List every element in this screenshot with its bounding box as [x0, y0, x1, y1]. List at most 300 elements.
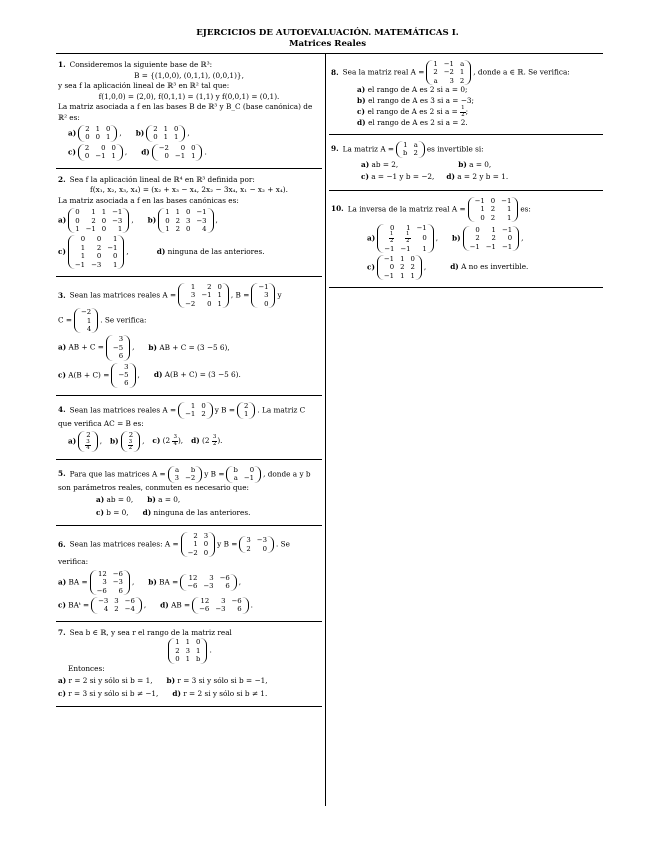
matrix-entry: a [433, 76, 438, 85]
matrix-entry: 3 [118, 335, 124, 344]
option-text: ab = 2, [371, 159, 399, 169]
option-label: b) [458, 159, 467, 169]
text: . Se verifica: [100, 315, 147, 325]
matrix [121, 431, 141, 452]
exercise-number: 4. [58, 405, 66, 415]
option-d[interactable] [160, 597, 253, 614]
matrix-entry: 0 [96, 252, 102, 261]
matrix-a [468, 197, 519, 222]
matrix-entry: $\frac{3}{4}$ [86, 438, 90, 452]
matrix-b [251, 283, 275, 308]
matrix-entry: 0 [185, 208, 191, 217]
option-label: a) [96, 495, 105, 505]
options-row [331, 224, 601, 253]
punct: , [131, 577, 135, 587]
option-label: a) [58, 676, 67, 686]
option-a[interactable] [68, 125, 122, 142]
option-label: d) [450, 262, 459, 272]
matrix-entry: 4 [202, 224, 207, 233]
matrix-entry: 1 [491, 225, 496, 234]
matrix-entry: 1 [406, 223, 411, 232]
option-d[interactable] [154, 370, 241, 381]
matrix-entry: −6 [124, 597, 135, 605]
page-header [0, 28, 655, 50]
matrix-entry: 6 [124, 379, 129, 388]
matrix-entry: 0 [164, 152, 169, 161]
matrix-entry: 1 [75, 224, 80, 233]
matrix-entry: 1 [403, 140, 408, 149]
option-label: b) [166, 676, 176, 686]
matrix-entry: 3 [185, 646, 191, 655]
option-text: ninguna de las anteriores. [167, 246, 265, 256]
matrix-entry: 1 [91, 208, 96, 217]
matrix-entry: a [174, 465, 180, 474]
matrix-entry: 0 [105, 125, 111, 133]
matrix-entry: 0 [475, 225, 480, 234]
option-a[interactable] [58, 570, 134, 595]
matrix-entry: 0 [95, 133, 100, 142]
matrix [158, 208, 213, 233]
matrix-entry: 1 [190, 401, 196, 410]
options-row [58, 125, 320, 142]
matrix [78, 125, 117, 142]
matrix-entry: 2 [490, 205, 496, 214]
option-b[interactable] [331, 96, 601, 107]
matrix-entry: 0 [410, 254, 415, 263]
option-b[interactable] [148, 343, 229, 354]
matrix-entry: −3 [98, 597, 109, 605]
matrix-entry: 6 [118, 586, 123, 595]
matrix-entry: 2 [114, 605, 119, 614]
punct: , [435, 233, 439, 243]
matrix [111, 363, 135, 388]
matrix-entry: 1 [174, 133, 179, 142]
option-b[interactable] [147, 495, 180, 506]
punct: . [250, 600, 253, 610]
option-d[interactable] [141, 144, 207, 161]
matrix-entry: 2 [491, 234, 496, 243]
right-column [329, 54, 603, 288]
matrix [106, 335, 130, 360]
matrix-entry: a [460, 60, 465, 68]
matrix-entry: 1 [165, 224, 170, 233]
option-text: BAᵗ = [68, 600, 90, 610]
basis-formula: B = {(1,0,0), (0,1,1), (0,0,1)}, [134, 70, 244, 80]
matrix-entry: −1 [112, 208, 123, 217]
matrix-entry: 4 [86, 325, 92, 333]
matrix-entry: 1 [175, 638, 180, 647]
matrix-entry: −6 [219, 573, 230, 582]
option-text: (2 $\frac{3}{2}$ ). [202, 434, 223, 447]
option-b[interactable]: b) 2 $\frac{3}{2}$ , [110, 431, 145, 452]
matrix-entry: −2 [187, 548, 198, 557]
option-label: a) [58, 215, 67, 225]
matrix-entry: 3 [114, 597, 119, 605]
exercise-intro: Sean las matrices reales A = [69, 405, 177, 415]
matrix-entry: 0 [84, 152, 90, 161]
matrix-entry: 2 [400, 263, 405, 272]
option-b[interactable] [167, 676, 268, 687]
matrix-entry: −2 [443, 68, 454, 77]
exercise-number: 6. [58, 539, 66, 549]
matrix-entry: −6 [96, 586, 107, 595]
exercise-text: Entonces: [68, 663, 105, 673]
option-d[interactable] [157, 247, 265, 258]
option-a[interactable] [361, 160, 398, 171]
exercise-number: 9. [331, 144, 339, 154]
matrix-entry: 2 [153, 125, 158, 133]
option-a[interactable] [367, 224, 438, 253]
matrix-entry: 0 [153, 133, 158, 142]
matrix-entry: b [233, 465, 238, 474]
matrix-entry: −2 [185, 474, 196, 483]
option-c[interactable] [58, 235, 129, 269]
punct: , [137, 370, 140, 380]
matrix-a [396, 141, 425, 158]
option-label: c) [58, 688, 66, 698]
matrix-entry: 3 [449, 76, 454, 85]
matrix-entry: −2 [185, 299, 196, 308]
text: y [277, 290, 282, 300]
option-c[interactable] [361, 172, 434, 183]
matrix-entry: 0 [389, 223, 395, 232]
exercise-number: 5. [58, 469, 66, 479]
matrix [463, 226, 520, 251]
option-c[interactable] [152, 435, 183, 447]
matrix-entry: 0 [85, 133, 90, 142]
matrix-a [181, 532, 216, 557]
matrix [168, 638, 207, 663]
option-b[interactable] [458, 160, 491, 171]
matrix-entry: 2 [243, 401, 249, 410]
option-label: d) [153, 369, 163, 379]
option-d[interactable] [172, 689, 267, 700]
punct: , [119, 128, 122, 138]
matrix-entry: −1 [174, 152, 186, 161]
options-row [331, 172, 601, 183]
option-label: c) [367, 262, 375, 272]
exercise-intro: La inversa de la matriz real A = [347, 204, 466, 214]
exercise-7 [56, 622, 322, 707]
exercise-number: 7. [58, 627, 66, 637]
exercise-intro: Sea b ∈ ℝ, y sea r el rango de la matriz real [69, 627, 232, 637]
matrix-entry: 0 [249, 465, 255, 474]
matrix-entry: 0 [207, 299, 212, 308]
matrix-entry: −3 [112, 578, 123, 587]
matrix-entry: 0 [96, 235, 102, 244]
punct: , [132, 343, 135, 353]
option-text: b = 0, [106, 507, 129, 517]
matrix-entry: b [190, 465, 196, 474]
exercise-intro: Consideremos la siguiente base de ℝ³: [69, 60, 213, 69]
option-label: d) [142, 507, 152, 517]
matrix-entry: 1 [111, 152, 116, 161]
options-row [331, 160, 601, 171]
option-a[interactable] [331, 85, 601, 96]
option-text: el rango de A es 3 si a = −3; [368, 95, 474, 105]
matrix-entry: 1 [217, 291, 222, 300]
matrix-entry: $\frac{3}{2}$ [128, 438, 133, 452]
exercise-intro: Sean las matrices reales A = [69, 290, 177, 300]
option-label: b) [147, 495, 156, 505]
option-b[interactable] [148, 208, 218, 233]
matrix-entry: −6 [187, 582, 198, 591]
option-label: c) [96, 507, 104, 517]
matrix-entry: b [403, 149, 408, 158]
option-a[interactable] [96, 495, 133, 506]
option-text: ab = 0, [106, 495, 134, 505]
exercise-1 [56, 54, 322, 169]
option-b[interactable] [136, 125, 190, 142]
option-d[interactable] [143, 508, 251, 519]
matrix-entry: 1 [400, 271, 405, 280]
matrix-entry: 0 [490, 196, 496, 205]
text: , donde a y b son parámetros reales, conmuten es necesario que: [58, 469, 311, 492]
options-row [58, 208, 320, 233]
matrix-entry: b [196, 655, 201, 664]
matrix-entry: −6 [199, 605, 210, 614]
option-c[interactable] [331, 106, 601, 118]
matrix-entry: 1 [80, 252, 86, 261]
matrix-entry: 1 [410, 271, 415, 280]
option-label: c) [58, 600, 66, 610]
option-label: d) [357, 118, 369, 128]
options-row [58, 235, 320, 269]
matrix-entry: 0 [111, 143, 116, 152]
matrix-entry: 2 [459, 76, 465, 85]
matrix-entry: 0 [264, 299, 269, 308]
matrix-entry: 0 [180, 143, 186, 152]
matrix-entry: 2 [175, 646, 180, 655]
option-c[interactable] [58, 597, 146, 614]
matrix-entry: −1 [95, 152, 106, 161]
matrix-a [178, 283, 229, 308]
option-label: b) [148, 342, 157, 352]
option-c[interactable] [367, 255, 426, 280]
matrix-entry: 1 [217, 299, 222, 308]
option-text: A no es invertible. [461, 262, 529, 272]
matrix-entry: 2 [413, 149, 418, 158]
matrix-entry: −4 [124, 605, 135, 614]
punct: , [238, 577, 242, 587]
matrix-entry: 0 [507, 234, 513, 243]
matrix-entry: 1 [243, 410, 249, 419]
matrix-entry: 0 [185, 224, 191, 233]
exercise-8 [329, 54, 603, 135]
matrix-entry: 1 [113, 260, 118, 269]
matrix [377, 224, 434, 253]
option-text: A(B + C) = (3 −5 6). [164, 369, 241, 379]
exercise-number: 3. [58, 290, 66, 300]
exercise-number: 1. [58, 60, 66, 69]
matrix-entry: 1 [459, 68, 465, 77]
option-label: d) [141, 147, 150, 157]
matrix-entry: 1 [113, 235, 118, 244]
option-text: a = 0, [158, 495, 181, 505]
option-label: a) [58, 343, 67, 353]
matrix-entry: 0 [389, 263, 395, 272]
exercise-intro: Para que las matrices A = [69, 469, 166, 479]
matrix-entry: 6 [118, 352, 124, 361]
matrix-entry: 0 [75, 216, 80, 225]
matrix-entry: 3 [209, 573, 214, 582]
option-text: a = 0, [469, 159, 492, 169]
text: y B = [217, 539, 238, 549]
matrix-entry: 2 [490, 213, 496, 222]
matrix-entry: 12 [188, 573, 198, 582]
options-row [58, 570, 320, 595]
matrix-entry: −3 [203, 582, 214, 591]
options-row [58, 676, 320, 687]
option-label: a) [367, 233, 376, 243]
matrix-entry: a [413, 140, 418, 149]
matrix [377, 255, 422, 280]
punct: , [215, 215, 218, 225]
exercise-intro: Sean las matrices reales: A = [69, 539, 179, 549]
matrix-entry: 0 [191, 143, 196, 152]
option-c[interactable] [68, 144, 127, 161]
option-label: b) [357, 95, 369, 105]
matrix-entry: 0 [262, 544, 267, 553]
option-a[interactable]: a) 2 $\frac{3}{4}$ , [68, 431, 103, 452]
exercise-intro: Sea f la aplicación lineal de ℝ⁴ en ℝ³ definida por: [69, 174, 255, 184]
punct: , [521, 233, 524, 243]
option-text: r = 3 si y sólo si b = −1, [177, 676, 268, 686]
matrix-entry: a [233, 474, 238, 483]
matrix-entry: 0 [101, 143, 106, 152]
matrix-entry: −5 [112, 343, 124, 352]
matrix [146, 125, 185, 142]
matrix-entry: −1 [107, 243, 118, 252]
matrix-entry: 2 [246, 544, 251, 553]
matrix-entry: 2 [475, 234, 480, 243]
matrix-entry: 1 [117, 224, 123, 233]
matrix-entry: 6 [237, 605, 242, 614]
matrix-entry: 0 [422, 234, 427, 243]
matrix-entry: −1 [196, 208, 207, 217]
left-column [56, 54, 322, 707]
matrix-entry: 1 [165, 208, 170, 217]
option-c[interactable] [96, 508, 129, 519]
matrix-entry: −1 [201, 291, 212, 300]
options-row [58, 431, 320, 452]
option-d[interactable] [446, 172, 508, 183]
matrix-entry: 1 [86, 316, 92, 325]
option-a[interactable] [58, 335, 134, 360]
matrix-entry: 2 [207, 282, 212, 291]
option-a[interactable] [58, 208, 134, 233]
matrix-entry: 1 [185, 638, 191, 647]
matrix-entry: −1 [258, 282, 269, 291]
text: es invertible si: [426, 144, 484, 154]
punct: , [187, 128, 190, 138]
option-text: el rango de A es 2 si a = 2. [368, 118, 468, 128]
matrix-entry: 1 [400, 254, 405, 263]
matrix-entry: 2 [84, 143, 90, 152]
matrix-entry: 2 [201, 410, 206, 419]
punct: , [131, 215, 134, 225]
matrix-entry: 1 [185, 655, 191, 664]
option-text: BA = [68, 577, 88, 587]
punct: , [126, 247, 129, 257]
option-a[interactable] [58, 676, 153, 687]
exercise-6 [56, 526, 322, 622]
function-values: f(1,0,0) = (2,0), f(0,1,1) = (1,1) y f(0,0,1) = (0,1). [98, 91, 280, 101]
matrix-entry: 2 [128, 431, 134, 440]
matrix-entry: −3 [256, 536, 267, 545]
matrix-entry: 1 [101, 208, 107, 217]
options-row [58, 597, 320, 614]
matrix-entry: 0 [203, 548, 209, 557]
matrix-entry: −1 [383, 271, 395, 280]
text: y B = [204, 469, 225, 479]
option-label: c) [357, 107, 368, 117]
matrix-entry: 0 [175, 655, 180, 664]
exercise-number: 8. [331, 67, 339, 77]
option-c[interactable] [58, 363, 140, 388]
page-subtitle: Matrices Reales [288, 39, 367, 49]
text: , B = [230, 290, 250, 300]
option-label: a) [68, 436, 77, 446]
option-d[interactable] [331, 118, 601, 129]
matrix-entry: 3 [264, 291, 269, 300]
option-d[interactable] [450, 262, 528, 273]
matrix-c [74, 308, 98, 333]
option-label: a) [357, 85, 368, 95]
option-text: r = 2 si y sólo si b = 1, [68, 676, 153, 686]
matrix-entry: 1 [80, 243, 86, 252]
option-d[interactable] [191, 435, 222, 447]
matrix-entry: −6 [112, 569, 123, 578]
options-row [58, 144, 320, 161]
option-text: ninguna de las anteriores. [153, 507, 251, 517]
punct: , [124, 147, 128, 157]
exercise-text: y sea f la aplicación lineal de ℝ³ en ℝ² tal que: [58, 81, 230, 90]
matrix-entry: 2 [433, 68, 438, 77]
matrix-entry: 0 [80, 235, 86, 244]
matrix-entry: 1 [190, 282, 196, 291]
option-c[interactable] [58, 689, 158, 700]
matrix-entry: 1 [175, 208, 180, 217]
matrix [68, 208, 129, 233]
matrix-entry: −2 [158, 143, 169, 152]
matrix-entry: −1 [469, 242, 480, 251]
option-label: d) [191, 436, 200, 446]
matrix-entry: 1 [191, 152, 196, 161]
matrix-entry: −1 [74, 260, 86, 269]
option-label: b) [147, 215, 157, 225]
exercise-4 [56, 396, 322, 460]
matrix-entry: −1 [400, 244, 411, 253]
page-title: EJERCICIOS DE AUTOEVALUACIÓN. MATEMÁTICAS I. [196, 28, 459, 38]
option-text: a = −1 y b = −2, [371, 172, 435, 182]
option-b[interactable] [452, 226, 523, 251]
matrix-entry: 1 [422, 244, 427, 253]
option-label: d) [156, 246, 166, 256]
matrix-entry: 0 [75, 208, 80, 217]
option-label: c) [58, 247, 66, 257]
option-b[interactable] [148, 574, 241, 591]
matrix [180, 574, 237, 591]
exercise-intro: La matriz A = [342, 144, 395, 154]
matrix-entry: 3 [246, 536, 251, 545]
option-text: a = 2 y b = 1. [457, 172, 509, 182]
matrix-entry: 3 [190, 291, 196, 300]
matrix-entry: 2 [91, 216, 96, 225]
matrix-entry: 0 [101, 224, 107, 233]
column-divider [325, 54, 326, 806]
options-row [58, 689, 320, 700]
